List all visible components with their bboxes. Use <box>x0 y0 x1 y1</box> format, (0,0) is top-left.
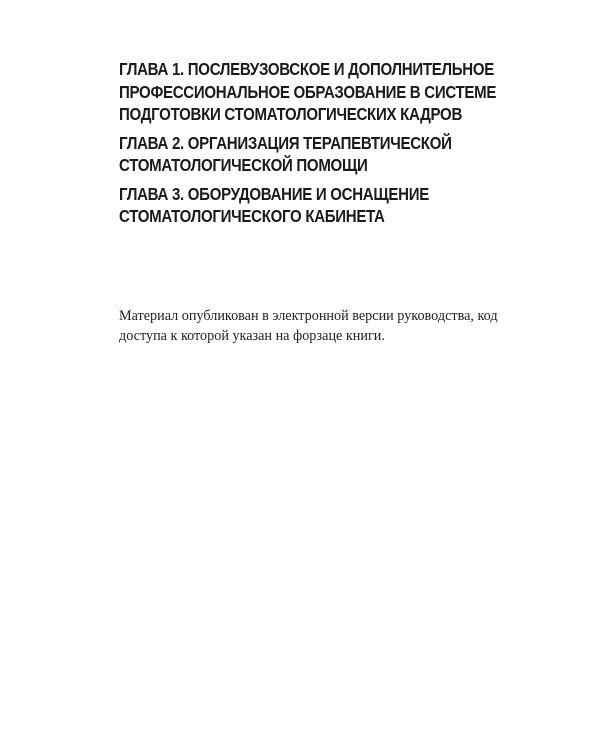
electronic-version-note: Материал опубликован в электронной версии руководства, код доступа к которой указан на форзаце книги. <box>119 308 498 344</box>
chapter-list <box>119 58 559 234</box>
chapter-2-heading: ГЛАВА 2. ОРГАНИЗАЦИЯ ТЕРАПЕВТИЧЕСКОЙ СТОМАТОЛОГИЧЕСКОЙ ПОМОЩИ <box>119 132 452 175</box>
chapter-3-heading: ГЛАВА 3. ОБОРУДОВАНИЕ И ОСНАЩЕНИЕ СТОМАТОЛОГИЧЕСКОГО КАБИНЕТА <box>119 183 429 226</box>
chapter-1-heading: ГЛАВА 1. ПОСЛЕВУЗОВСКОЕ И ДОПОЛНИТЕЛЬНОЕ ПРОФЕССИОНАЛЬНОЕ ОБРАЗОВАНИЕ В СИСТЕМЕ ПОДГОТОВКИ СТОМАТОЛОГИЧЕСКИХ КАДРОВ <box>119 59 497 124</box>
